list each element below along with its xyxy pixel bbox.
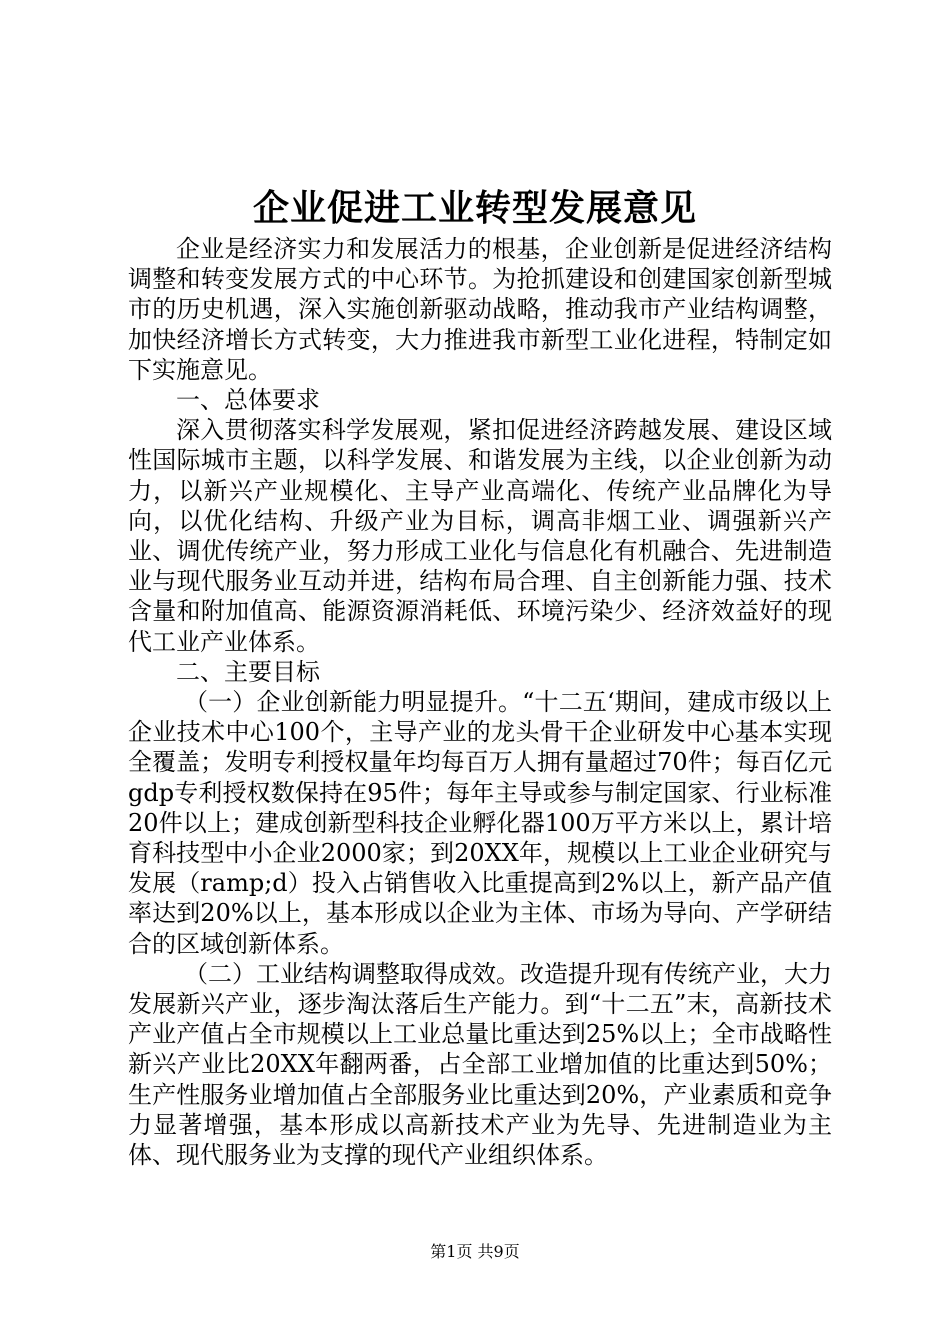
intro-paragraph: 企业是经济实力和发展活力的根基，企业创新是促进经济结构调整和转变发展方式的中心环节。为抢抓建设和创建国家创新型城市的历史机遇，深入实施创新驱动战略，推动我市产业结构调整，加快经济增长方式转变，大力推进我市新型工业化进程，特制定如下实施意见。 <box>128 235 832 384</box>
section-heading-general-requirements: 一、总体要求 <box>176 386 320 415</box>
goal-item-structure: （二）工业结构调整取得成效。改造提升现有传统产业，大力发展新兴产业，逐步淘汰落后生产能力。到“十二五”末，高新技术产业产值占全市规模以上工业总量比重达到25%以上；全市战略性新兴产业比20XX年翻两番，占全部工业增加值的比重达到50%；生产性服务业增加值占全部服务业比重达到20%，产业素质和竞争力显著增强，基本形成以高新技术产业为先导、先进制造业为主体、现代服务业为支撑的现代产业组织体系。 <box>128 959 832 1170</box>
goal-item-innovation: （一）企业创新能力明显提升。“十二五‘期间，建成市级以上企业技术中心100个，主导产业的龙头骨干企业研发中心基本实现全覆盖；发明专利授权量年均每百万人拥有量超过70件；每百亿元gdp专利授权数保持在95件；每年主导或参与制定国家、行业标准20件以上；建成创新型科技企业孵化器100万平方米以上，累计培育科技型中小企业2000家；到20XX年，规模以上工业企业研究与发展（ramp;d）投入占销售收入比重提高到2%以上，新产品产值率达到20%以上，基本形成以企业为主体、市场为导向、产学研结合的区域创新体系。 <box>128 688 832 958</box>
page-indicator: 第1页 共9页 <box>430 1242 520 1261</box>
document-body <box>128 234 832 1170</box>
section-heading-main-goals: 二、主要目标 <box>176 657 320 686</box>
general-requirements-paragraph: 深入贯彻落实科学发展观，紧扣促进经济跨越发展、建设区域性国际城市主题，以科学发展、和谐发展为主线，以企业创新为动力，以新兴产业规模化、主导产业高端化、传统产业品牌化为导向，以优化结构、升级产业为目标，调高非烟工业、调强新兴产业、调优传统产业，努力形成工业化与信息化有机融合、先进制造业与现代服务业互动并进，结构布局合理、自主创新能力强、技术含量和附加值高、能源资源消耗低、环境污染少、经济效益好的现代工业产业体系。 <box>128 416 832 656</box>
document-title: 企业促进工业转型发展意见 <box>252 187 697 229</box>
